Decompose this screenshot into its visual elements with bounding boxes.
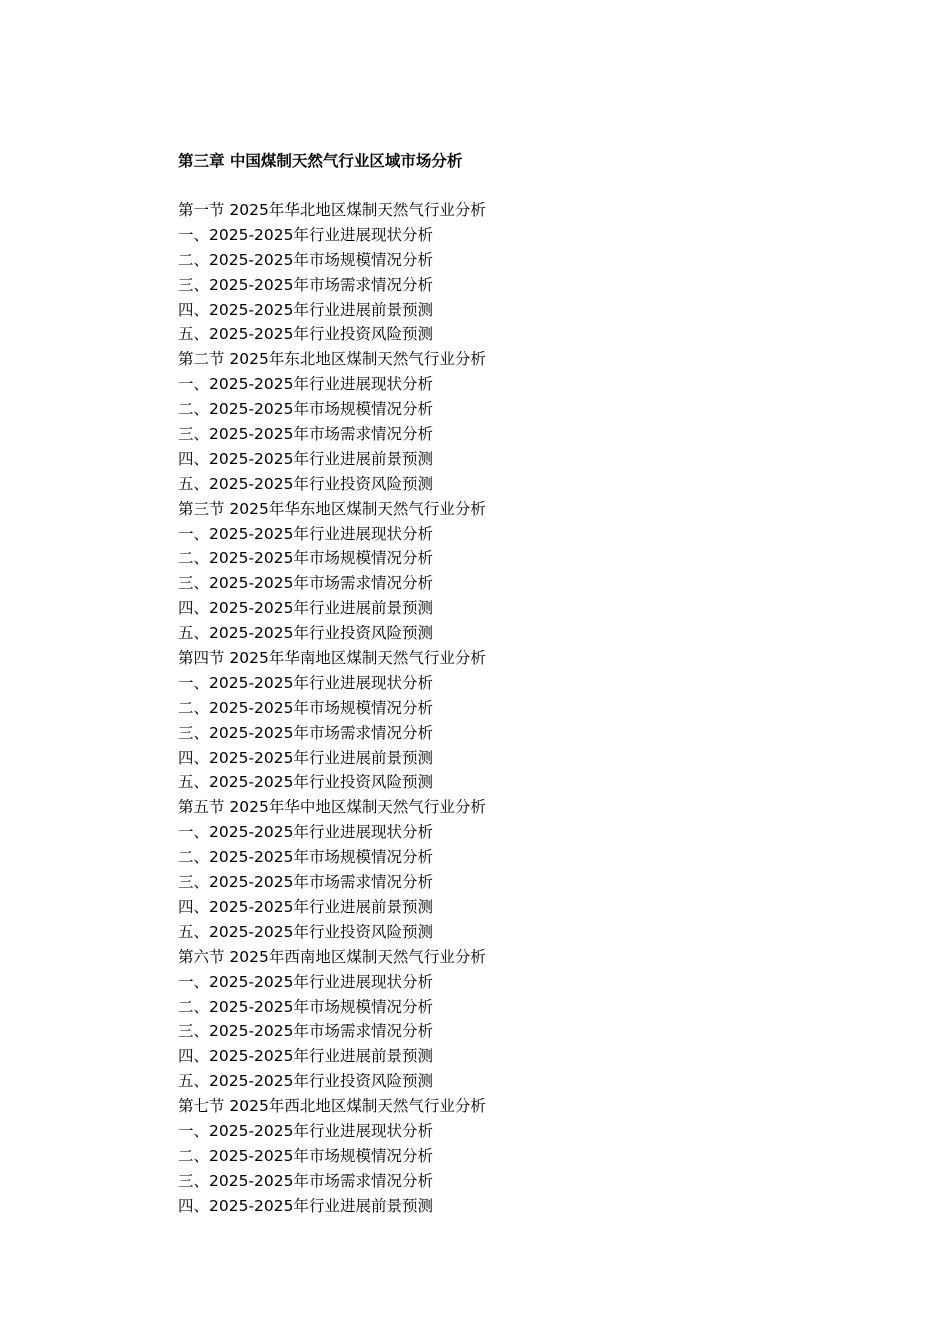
list-item: 二、2025-2025年市场规模情况分析	[178, 698, 433, 717]
list-item: 一、2025-2025年行业进展现状分析	[178, 972, 433, 991]
list-item: 四、2025-2025年行业进展前景预测	[178, 599, 433, 618]
list-item: 一、2025-2025年行业进展现状分析	[178, 823, 433, 842]
list-item: 三、2025-2025年市场需求情况分析	[178, 275, 433, 294]
page-content	[178, 149, 818, 1219]
section-heading: 第六节 2025年西南地区煤制天然气行业分析	[178, 947, 486, 966]
list-item: 四、2025-2025年行业进展前景预测	[178, 300, 433, 319]
list-item: 一、2025-2025年行业进展现状分析	[178, 1121, 433, 1140]
list-item: 四、2025-2025年行业进展前景预测	[178, 897, 433, 916]
list-item: 一、2025-2025年行业进展现状分析	[178, 524, 433, 543]
section-2	[178, 347, 818, 496]
list-item: 五、2025-2025年行业投资风险预测	[178, 773, 433, 792]
section-7	[178, 1094, 818, 1218]
list-item: 一、2025-2025年行业进展现状分析	[178, 673, 433, 692]
list-item: 四、2025-2025年行业进展前景预测	[178, 1196, 433, 1215]
section-heading: 第四节 2025年华南地区煤制天然气行业分析	[178, 649, 486, 668]
chapter-title: 第三章 中国煤制天然气行业区域市场分析	[178, 152, 463, 170]
list-item: 五、2025-2025年行业投资风险预测	[178, 624, 433, 643]
section-1	[178, 198, 818, 347]
list-item: 二、2025-2025年市场规模情况分析	[178, 997, 433, 1016]
list-item: 二、2025-2025年市场规模情况分析	[178, 250, 433, 269]
list-item: 五、2025-2025年行业投资风险预测	[178, 474, 433, 493]
section-heading: 第一节 2025年华北地区煤制天然气行业分析	[178, 201, 486, 219]
list-item: 二、2025-2025年市场规模情况分析	[178, 848, 433, 867]
list-item: 三、2025-2025年市场需求情况分析	[178, 1171, 433, 1190]
section-4	[178, 646, 818, 795]
list-item: 四、2025-2025年行业进展前景预测	[178, 748, 433, 767]
list-item: 二、2025-2025年市场规模情况分析	[178, 549, 433, 568]
list-item: 二、2025-2025年市场规模情况分析	[178, 400, 433, 419]
section-heading: 第五节 2025年华中地区煤制天然气行业分析	[178, 798, 486, 817]
list-item: 三、2025-2025年市场需求情况分析	[178, 723, 433, 742]
list-item: 三、2025-2025年市场需求情况分析	[178, 574, 433, 593]
section-3	[178, 497, 818, 646]
list-item: 三、2025-2025年市场需求情况分析	[178, 425, 433, 444]
list-item: 五、2025-2025年行业投资风险预测	[178, 922, 433, 941]
list-item: 二、2025-2025年市场规模情况分析	[178, 1146, 433, 1165]
list-item: 五、2025-2025年行业投资风险预测	[178, 1072, 433, 1091]
list-item: 四、2025-2025年行业进展前景预测	[178, 1047, 433, 1066]
list-item: 三、2025-2025年市场需求情况分析	[178, 873, 433, 892]
list-item: 五、2025-2025年行业投资风险预测	[178, 325, 433, 344]
section-5	[178, 795, 818, 944]
section-heading: 第七节 2025年西北地区煤制天然气行业分析	[178, 1097, 486, 1116]
list-item: 三、2025-2025年市场需求情况分析	[178, 1022, 433, 1041]
list-item: 一、2025-2025年行业进展现状分析	[178, 225, 433, 244]
section-heading: 第二节 2025年东北地区煤制天然气行业分析	[178, 350, 486, 369]
section-6	[178, 945, 818, 1094]
section-heading: 第三节 2025年华东地区煤制天然气行业分析	[178, 499, 486, 518]
list-item: 一、2025-2025年行业进展现状分析	[178, 375, 433, 394]
list-item: 四、2025-2025年行业进展前景预测	[178, 449, 433, 468]
